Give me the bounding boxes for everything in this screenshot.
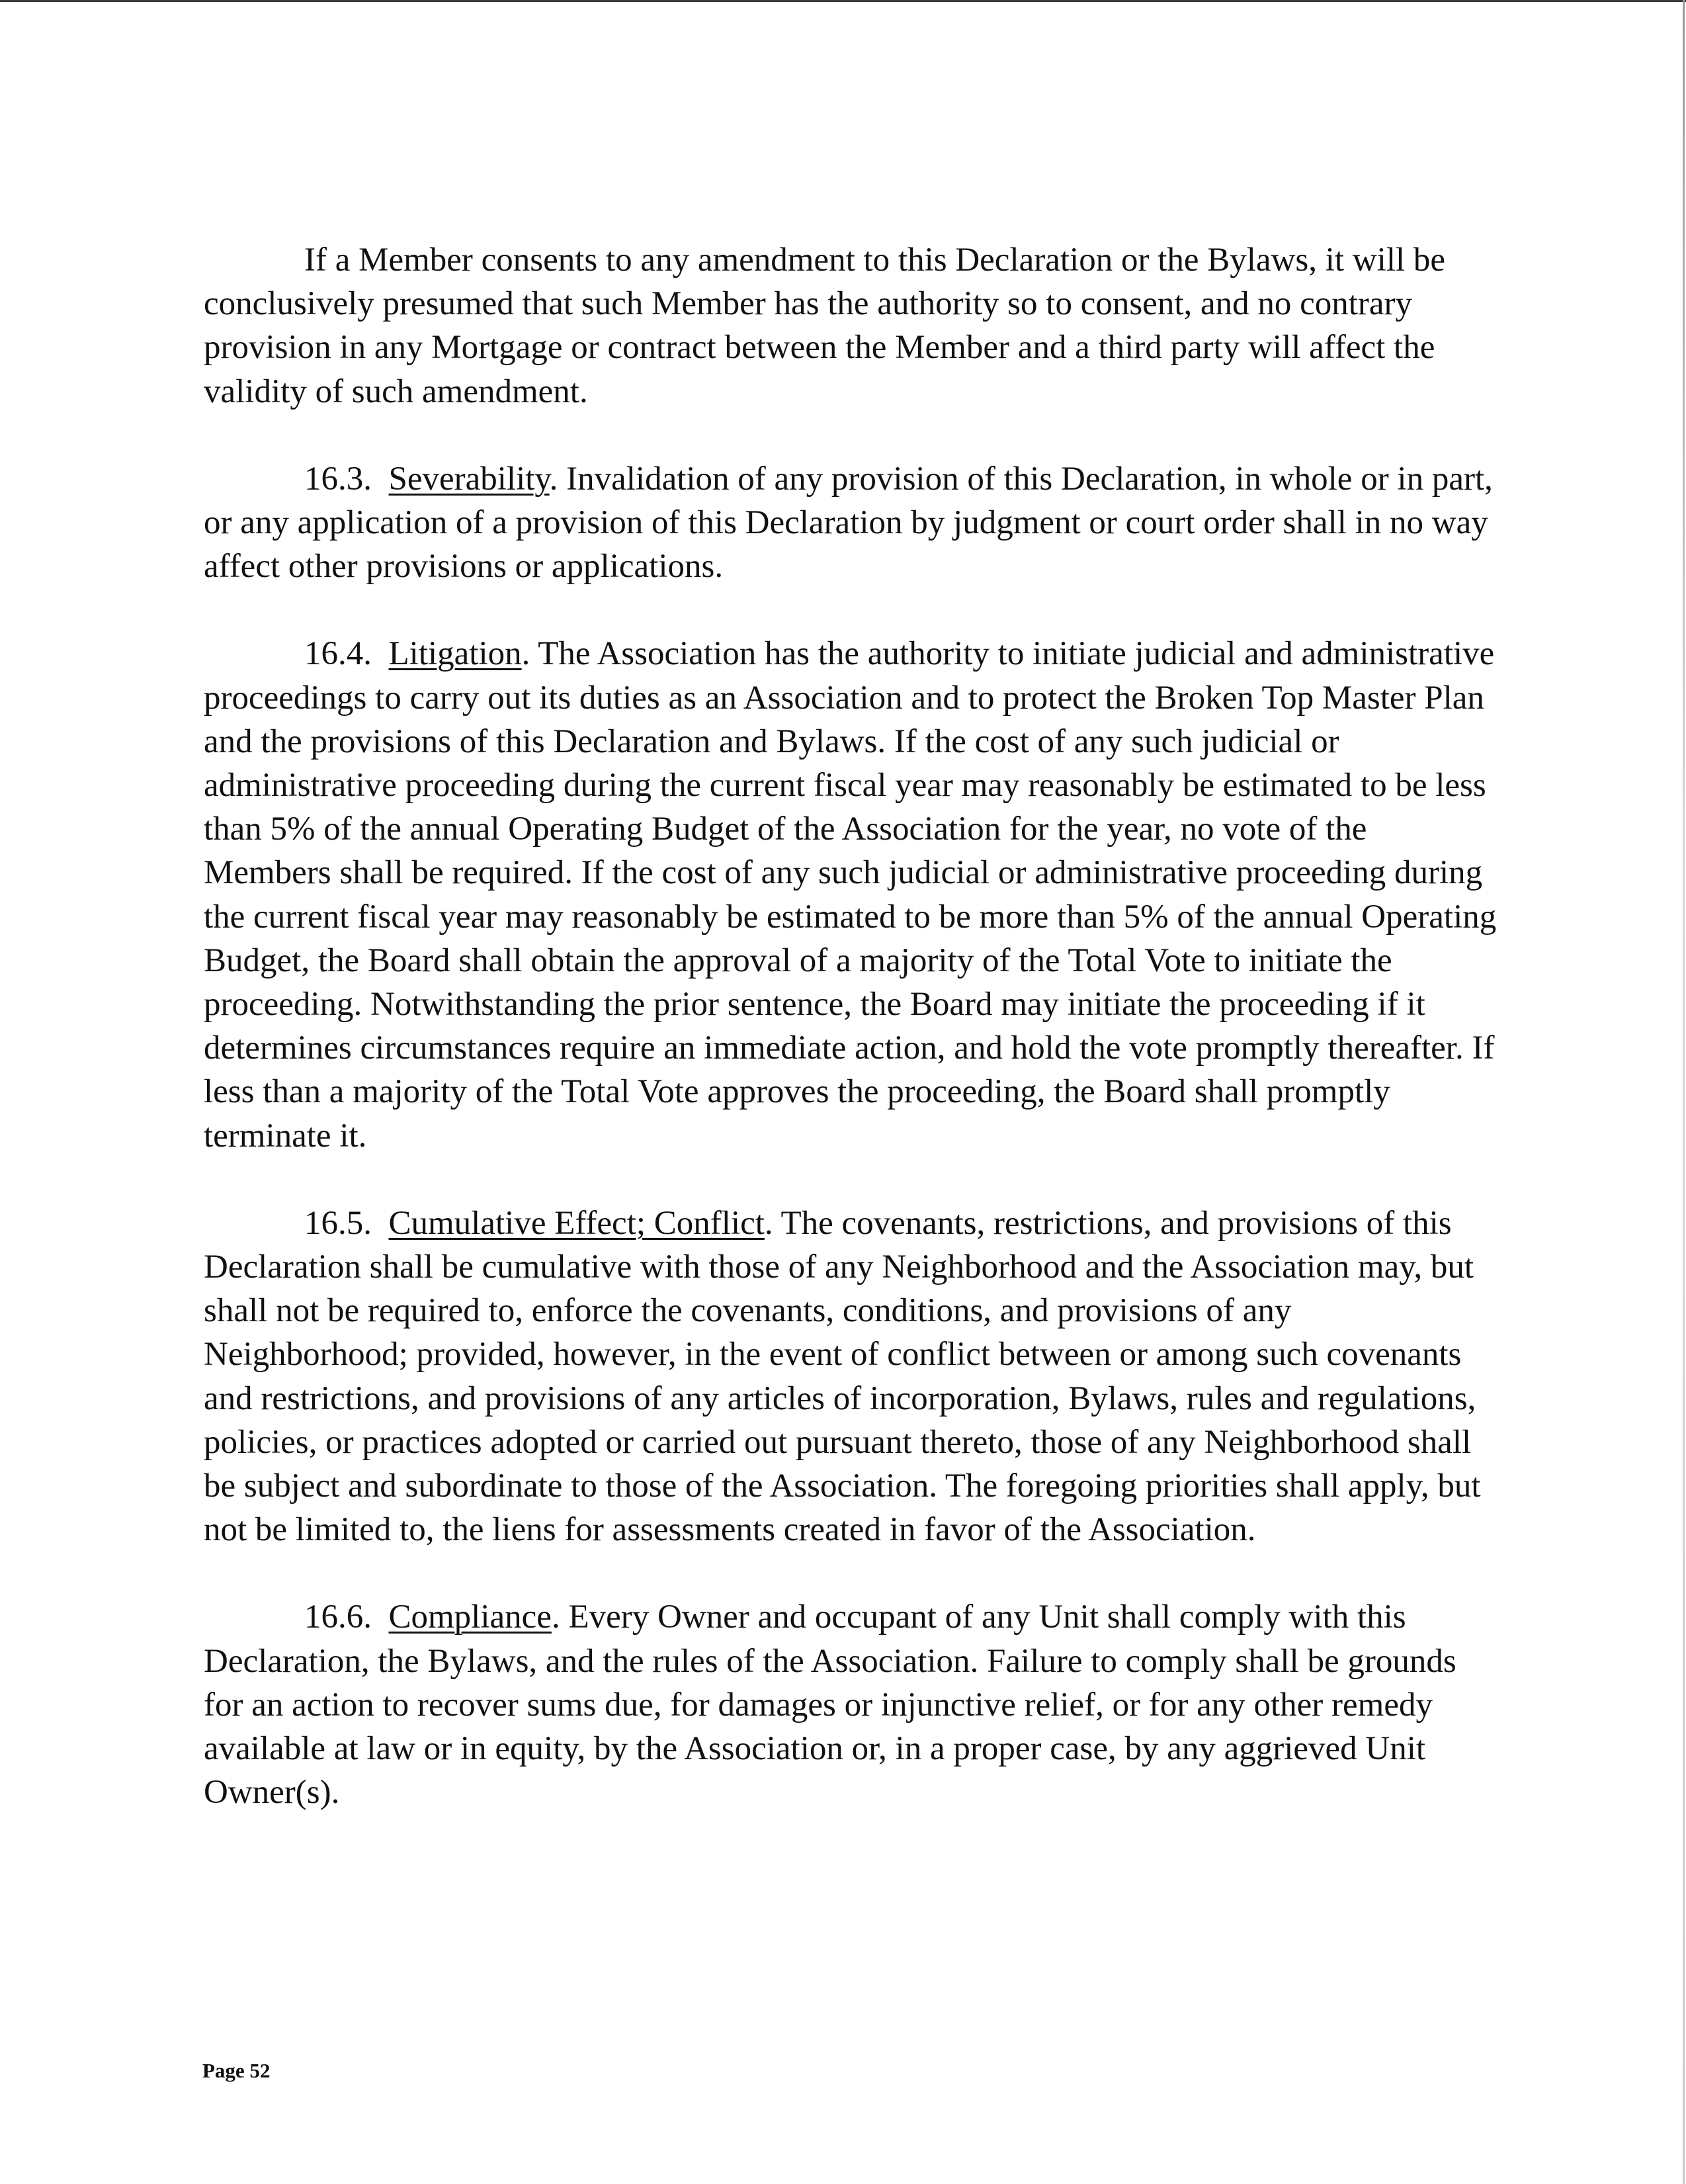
- paragraph-text: . The covenants, restrictions, and provisions of this Declaration shall be cumulative with those of any Neighborhood and the Association may, but shall not be required to, enforce the covenants, conditions, and provisions of any Neighborhood; provided, however, in the event of conflict between or among such covenants and restrictions, and provisions of any articles of incorporation, Bylaws, rules and regulations, policies, or practices adopted or carried out pursuant thereto, those of any Neighborhood shall be subject and subordinate to those of the Association. The foregoing priorities shall apply, but not be limited to, the liens for assessments created in favor of the Association.: [204, 1204, 1481, 1549]
- page-number-footer: Page 52: [202, 2059, 271, 2082]
- section-heading: Cumulative Effect; Conflict: [388, 1204, 765, 1242]
- section-heading: Severability: [388, 460, 550, 498]
- section-number: 16.6.: [304, 1598, 372, 1636]
- scan-top-edge: [0, 0, 1686, 2]
- paragraph-litigation: [204, 632, 1500, 1157]
- paragraph-text: If a Member consents to any amendment to this Declaration or the Bylaws, it will be conclusively presumed that such Member has the authority so to consent, and no contrary provision in any Mortgage or contract between the Member and a third party will affect the validity of such amendment.: [204, 241, 1446, 410]
- section-heading: Litigation: [388, 635, 522, 673]
- paragraph-text: . Every Owner and occupant of any Unit shall comply with this Declaration, the Bylaws, and the rules of the Association. Failure to comply shall be grounds for an action to recover sums due, for damages or injunctive relief, or for any other remedy available at law or in equity, by the Association or, in a proper case, by any aggrieved Unit Owner(s).: [204, 1598, 1456, 1812]
- section-number: 16.3.: [304, 460, 372, 498]
- scan-right-edge: [1683, 0, 1685, 2184]
- paragraph-compliance: [204, 1595, 1500, 1814]
- paragraph-severability: [204, 457, 1500, 589]
- paragraph-amendment-consent: [204, 238, 1500, 414]
- section-number: 16.5.: [304, 1204, 372, 1242]
- paragraph-text: . Invalidation of any provision of this Declaration, in whole or in part, or any application of a provision of this Declaration by judgment or court order shall in no way affect other provisions or applications.: [204, 460, 1493, 586]
- section-heading: Compliance: [388, 1598, 552, 1636]
- document-body: [204, 238, 1500, 1858]
- section-number: 16.4.: [304, 635, 372, 673]
- paragraph-cumulative-effect: [204, 1201, 1500, 1552]
- paragraph-text: . The Association has the authority to initiate judicial and administrative proceedings to carry out its duties as an Association and to protect the Broken Top Master Plan and the provisions of this Declaration and Bylaws. If the cost of any such judicial or administrative proceeding during the current fiscal year may reasonably be estimated to be less than 5% of the annual Operating Budget of the Association for the year, no vote of the Members shall be required. If the cost of any such judicial or administrative proceeding during the current fiscal year may reasonably be estimated to be more than 5% of the annual Operating Budget, the Board shall obtain the approval of a majority of the Total Vote to initiate the proceeding. Notwithstanding the prior sentence, the Board may initiate the proceeding if it determines circumstances require an immediate action, and hold the vote promptly thereafter. If less than a majority of the Total Vote approves the proceeding, the Board shall promptly terminate it.: [204, 635, 1497, 1155]
